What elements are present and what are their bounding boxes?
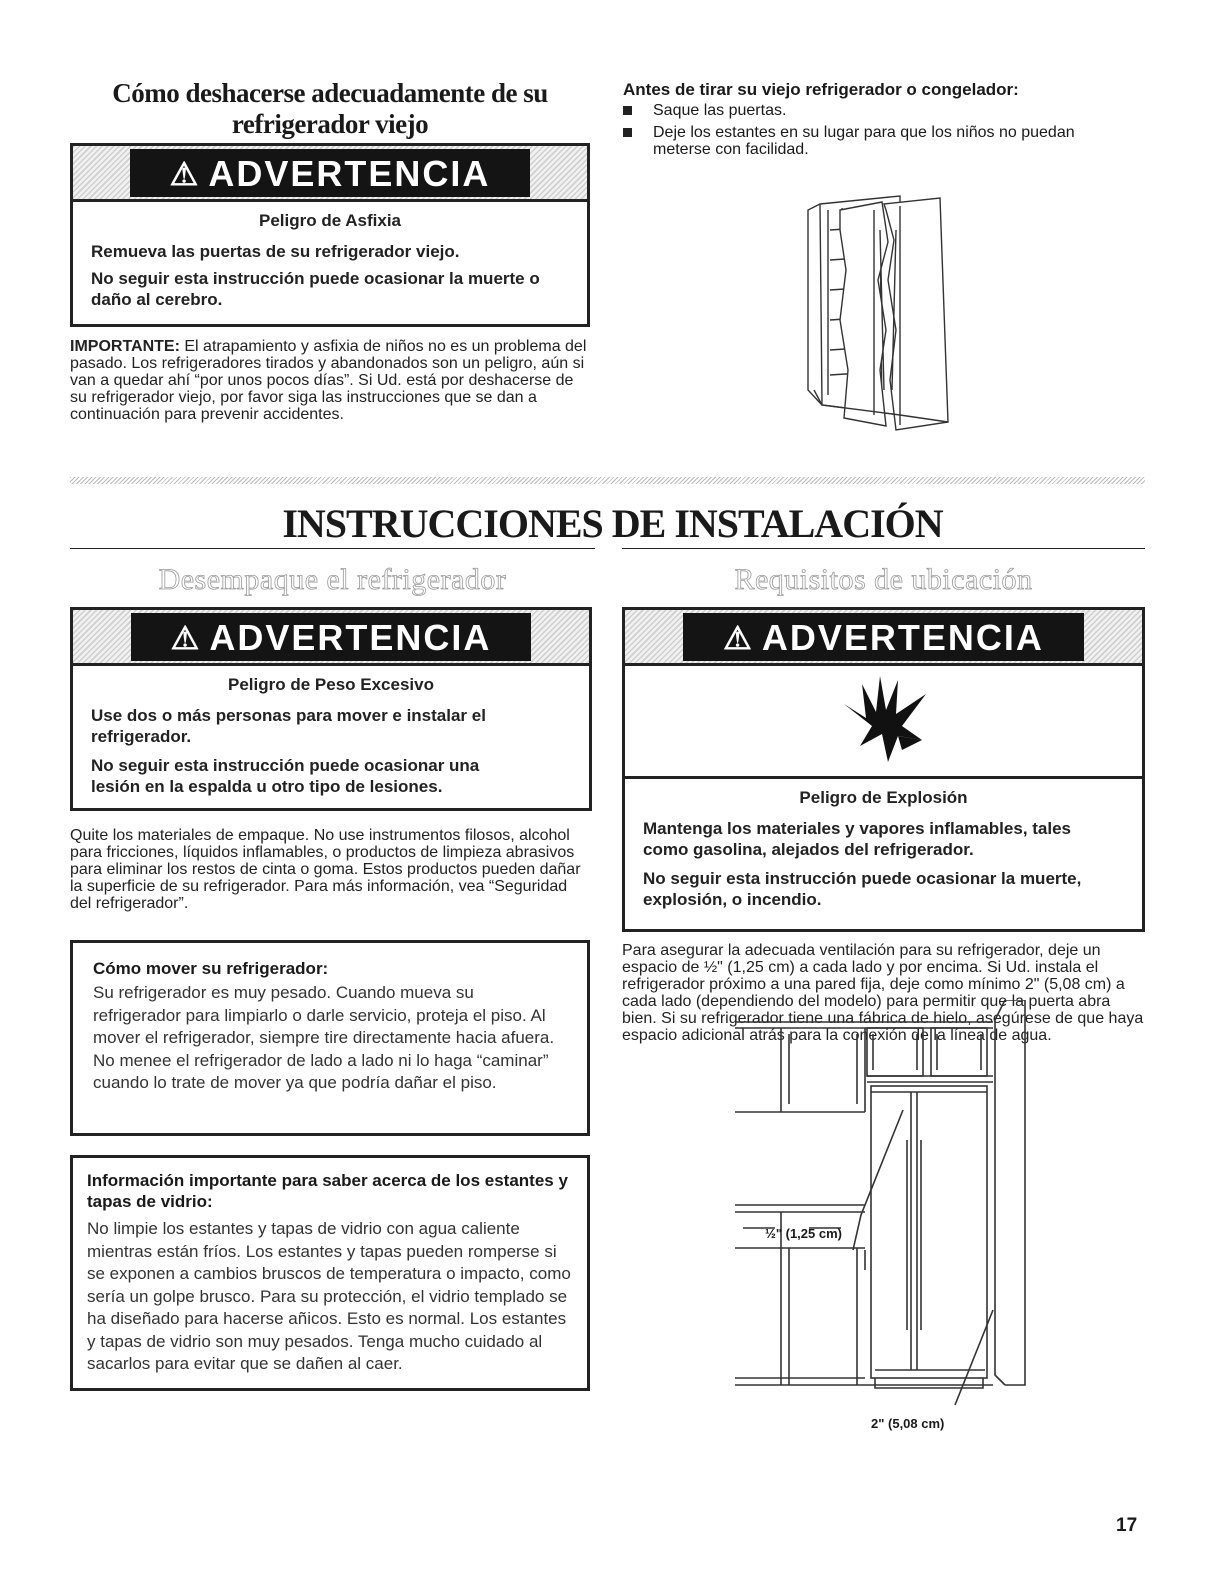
suffocation-warning-box [70, 143, 590, 327]
warning-header-label: ADVERTENCIA [761, 616, 1044, 658]
moving-box-text: Su refrigerador es muy pesado. Cuando mueva su refrigerador para limpiarlo o darle servicio, proteja el piso. Al mover el refrigerador, siempre tire directamente hacia afuera. No menee el refrigerador de lado a lado ni lo haga “caminar” cuando lo trate de mover ya que podría dañar el piso. [93, 983, 555, 1092]
main-title: INSTRUCCIONES DE INSTALACIÓN [282, 501, 943, 546]
divider-left [70, 548, 595, 549]
refrigerator-without-doors-illustration [800, 190, 960, 440]
warning-header [73, 610, 589, 666]
disposal-title [70, 78, 590, 140]
unpack-heading: Desempaque el refrigerador [158, 563, 507, 596]
moving-box-title: Cómo mover su refrigerador: [93, 959, 329, 978]
hazard-name: Peligro de Asfixia [258, 211, 402, 230]
warning-header-label: ADVERTENCIA [209, 616, 492, 658]
installation-clearance-illustration [735, 1000, 1035, 1440]
warning-instruction: Remueva las puertas de su refrigerador viejo. [91, 242, 460, 261]
warning-instruction: Use dos o más personas para mover e instalar el refrigerador. [91, 706, 486, 746]
warning-triangle-icon: ⚠ [169, 155, 201, 192]
disposal-title-line1: Cómo deshacerse adecuadamente de su [112, 78, 548, 108]
location-paragraph: Para asegurar la adecuada ventilación para su refrigerador, deje un espacio de ½" (1,25 cm) a cada lado y por encima. Si Ud. instala el refrigerador próximo a una pared fija, deje como mínimo 2" (5,08 cm) a cada lado (dependiendo del modelo) para permitir que la puerta abra bien. Si su refrigerador tiene una fábrica de hielo, asegúrese de que haya espacio adicional atrás para la conexión de la línea de agua. [622, 942, 1144, 1044]
warning-consequence: No seguir esta instrucción puede ocasionar la muerte, explosión, o incendio. [643, 869, 1082, 909]
list-item: Saque las puertas. [621, 102, 1131, 119]
important-paragraph [70, 338, 590, 423]
location-heading: Requisitos de ubicación [734, 563, 1033, 596]
warning-triangle-icon: ⚠ [723, 619, 754, 656]
list-item: Deje los estantes en su lugar para que los niños no puedan meterse con facilidad. [621, 124, 1131, 158]
important-text: El atrapamiento y asfixia de niños no es un problema del pasado. Los refrigeradores tirados y abandonados son un peligro, aún si van a quedar ahí “por unos pocos días”. Si Ud. está por deshacerse de su refrigerador viejo, por favor siga las instrucciones que se dan a continuación para prevenir accidentes. [70, 338, 587, 423]
disposal-bullet-list [621, 102, 1131, 163]
hazard-name: Peligro de Peso Excesivo [228, 675, 434, 694]
explosion-warning-box [622, 607, 1145, 932]
important-label: IMPORTANTE: [70, 338, 180, 355]
hazard-name: Peligro de Explosión [799, 788, 968, 807]
weight-warning-box [70, 607, 592, 811]
hatched-divider [70, 477, 1145, 484]
moving-refrigerator-box [70, 940, 590, 1136]
two-inch-clearance-label: 2" (5,08 cm) [871, 1416, 945, 1431]
explosion-icon [840, 674, 930, 766]
unpack-paragraph: Quite los materiales de empaque. No use instrumentos filosos, alcohol para fricciones, líquidos inflamables, o productos de limpieza abrasivos para eliminar los restos de cinta o goma. Estos productos pueden dañar la superficie de su refrigerador. Para más información, vea “Seguridad del refrigerador”. [70, 827, 581, 912]
warning-instruction: Mantenga los materiales y vapores inflamables, tales como gasolina, alejados del refrigerador. [643, 819, 1072, 859]
page-number: 17 [1116, 1515, 1138, 1536]
warning-header [625, 610, 1142, 666]
disposal-title-line2: refrigerador viejo [231, 109, 429, 139]
glass-box-title: Información importante para saber acerca de los estantes y tapas de vidrio: [87, 1171, 568, 1211]
explosion-icon-panel [625, 666, 1142, 779]
glass-box-text: No limpie los estantes y tapas de vidrio con agua caliente mientras están fríos. Los estantes y tapas pueden romperse si se exponen a cambios bruscos de temperatura o impacto, como sería un golpe brusco. Para su protección, el vidrio templado se ha diseñado para hacerse añicos. Esto es normal. Los estantes y tapas de vidrio son muy pesados. Tenga mucho cuidado al sacarlos para evitar que se dañen al caer. [87, 1219, 571, 1373]
half-inch-clearance-label: ½" (1,25 cm) [765, 1226, 842, 1241]
warning-consequence: No seguir esta instrucción puede ocasionar la muerte o daño al cerebro. [91, 269, 540, 309]
warning-header [73, 146, 587, 202]
divider-right [622, 548, 1145, 549]
warning-triangle-icon: ⚠ [170, 619, 202, 656]
warning-consequence: No seguir esta instrucción puede ocasionar una lesión en la espalda u otro tipo de lesiones. [91, 756, 480, 796]
before-disposal-heading: Antes de tirar su viejo refrigerador o congelador: [623, 80, 1019, 99]
glass-shelves-info-box [70, 1155, 590, 1391]
warning-header-label: ADVERTENCIA [208, 152, 491, 194]
